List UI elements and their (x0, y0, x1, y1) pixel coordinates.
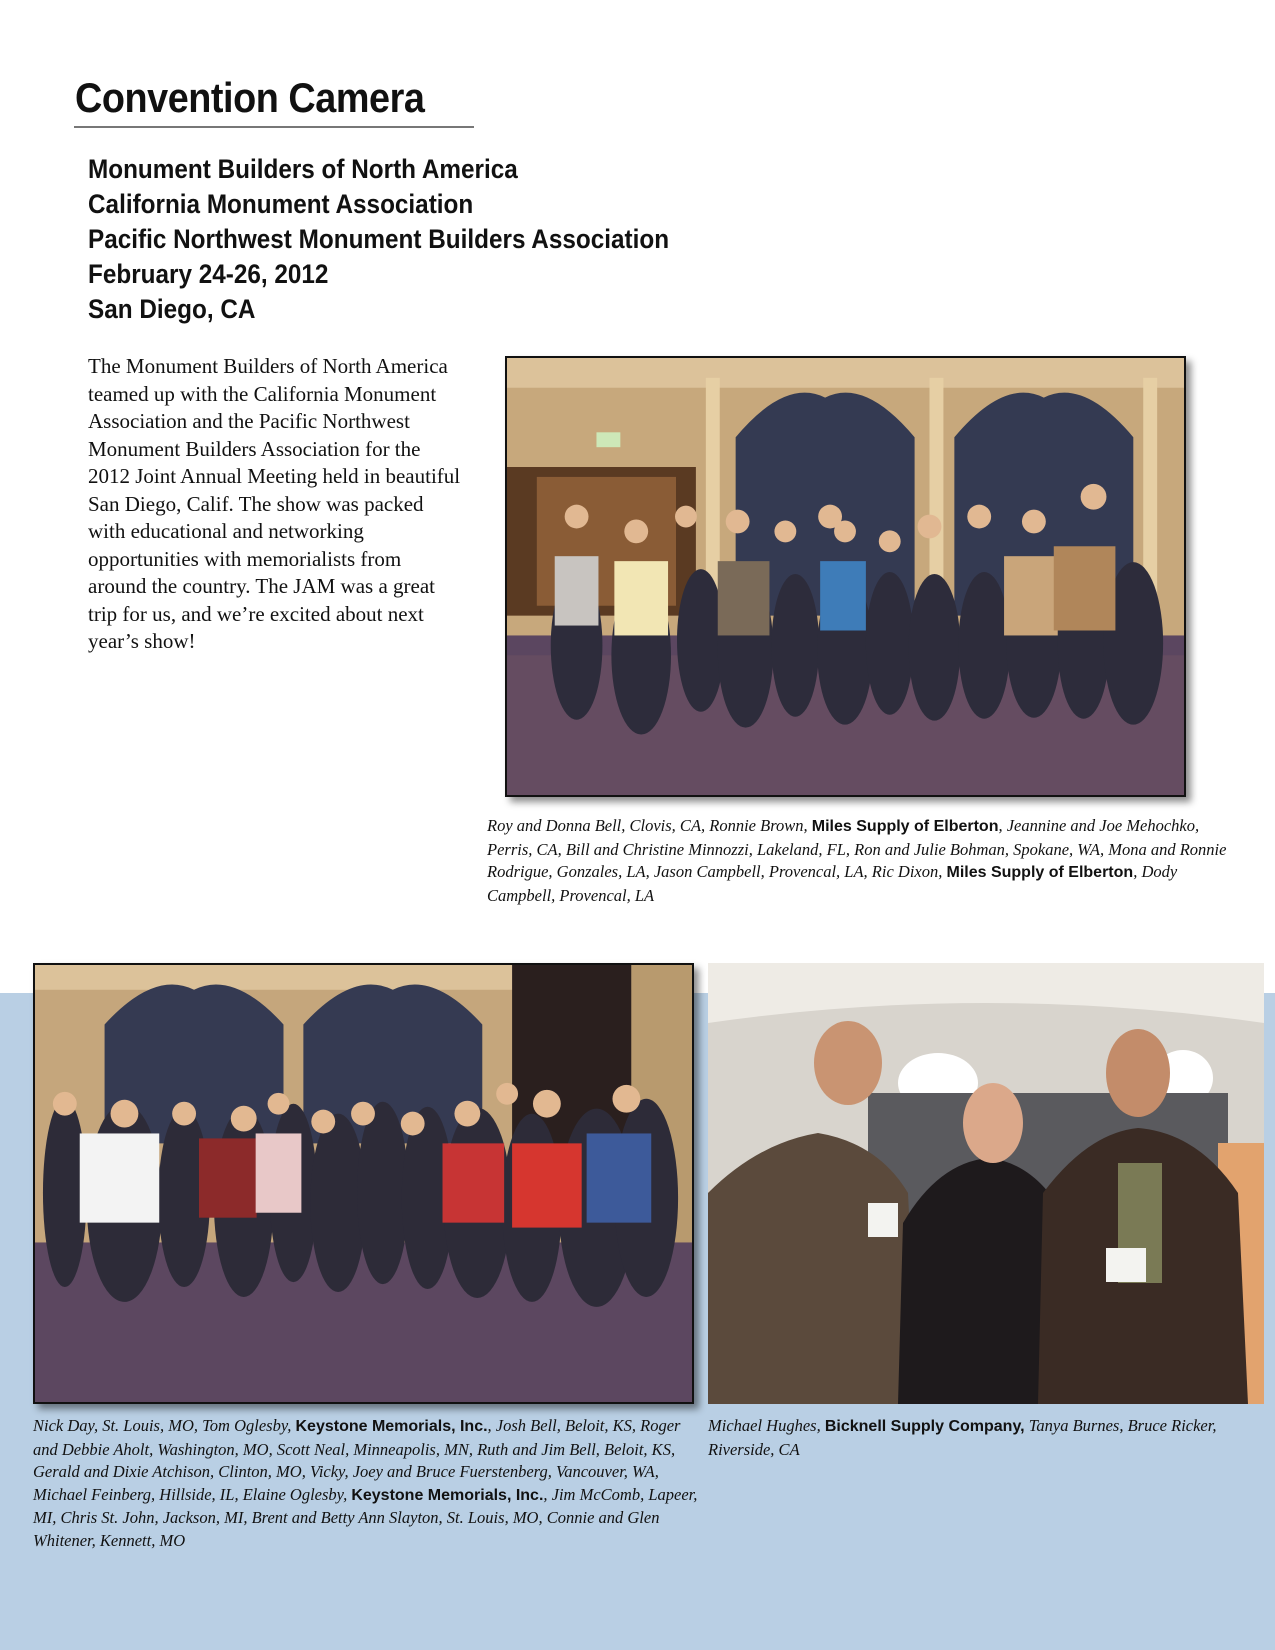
event-organizer-cma: California Monument Association (88, 189, 474, 219)
group-photo-large (33, 963, 694, 1404)
caption-part: Roy and Donna Bell, Clovis, CA, Ronnie Brown, (487, 816, 812, 835)
group-photo-ballroom (505, 356, 1186, 797)
event-organizer-mbna: Monument Builders of North America (88, 154, 518, 184)
caption-company: Miles Supply of Elberton (811, 818, 999, 835)
caption-photo-1 (487, 815, 1247, 907)
caption-part: , Jeannine and Joe Mehochko, Perris, CA, Bill and Christine Minnozzi, Lakeland, FL, Ron and Julie Bohman, Spokane, WA, Mona and Ronnie Rodrigue, Gonzales, LA, Jason Campbell, Provencal, LA, Ric Dixon, (487, 816, 1227, 881)
trio-photo-tent (708, 963, 1264, 1404)
caption-part: , Jim McComb, Lapeer, MI, Chris St. John, Jackson, MI, Brent and Betty Ann Slayton, St. Louis, MO, Connie and Glen Whitener, Kennett, MO (33, 1484, 698, 1550)
caption-part: Tanya Burnes, Bruce Ricker, Riverside, CA (708, 1416, 1217, 1459)
caption-company: Bicknell Supply Company, (824, 1418, 1025, 1435)
intro-paragraph: The Monument Builders of North America teamed up with the California Monument Association and the Pacific Northwest Monument Builders Association for the 2012 Joint Annual Meeting held in beautiful San Diego, Calif. The show was packed with educational and networking opportunities with memorialists from around the country. The JAM was a great trip for us, and we’re excited about next year’s show! (88, 354, 461, 653)
section-title: Convention Camera (75, 74, 425, 121)
event-header (88, 152, 669, 327)
event-location: San Diego, CA (88, 294, 256, 324)
caption-photo-2 (33, 1415, 698, 1552)
caption-part: , Josh Bell, Beloit, KS, Roger and Debbie Aholt, Washington, MO, Scott Neal, Minneapolis, MN, Ruth and Jim Bell, Beloit, KS, Gerald and Dixie Atchison, Clinton, MO, Vicky, Joey and Bruce Fuerstenberg, Vancouver, WA, Michael Feinberg, Hillside, IL, Elaine Oglesby, (33, 1416, 681, 1504)
event-organizer-pnmba: Pacific Northwest Monument Builders Association (88, 224, 670, 254)
event-date: February 24-26, 2012 (88, 259, 329, 289)
caption-part: Michael Hughes, (708, 1416, 825, 1435)
caption-photo-3 (708, 1415, 1253, 1461)
caption-company: Keystone Memorials, Inc. (295, 1418, 488, 1435)
title-underline (74, 126, 474, 128)
caption-company: Miles Supply of Elberton (946, 864, 1134, 881)
caption-part: Nick Day, St. Louis, MO, Tom Oglesby, (33, 1416, 296, 1435)
caption-part: , Dody Campbell, Provencal, LA (487, 862, 1178, 905)
caption-company: Keystone Memorials, Inc. (351, 1486, 544, 1504)
